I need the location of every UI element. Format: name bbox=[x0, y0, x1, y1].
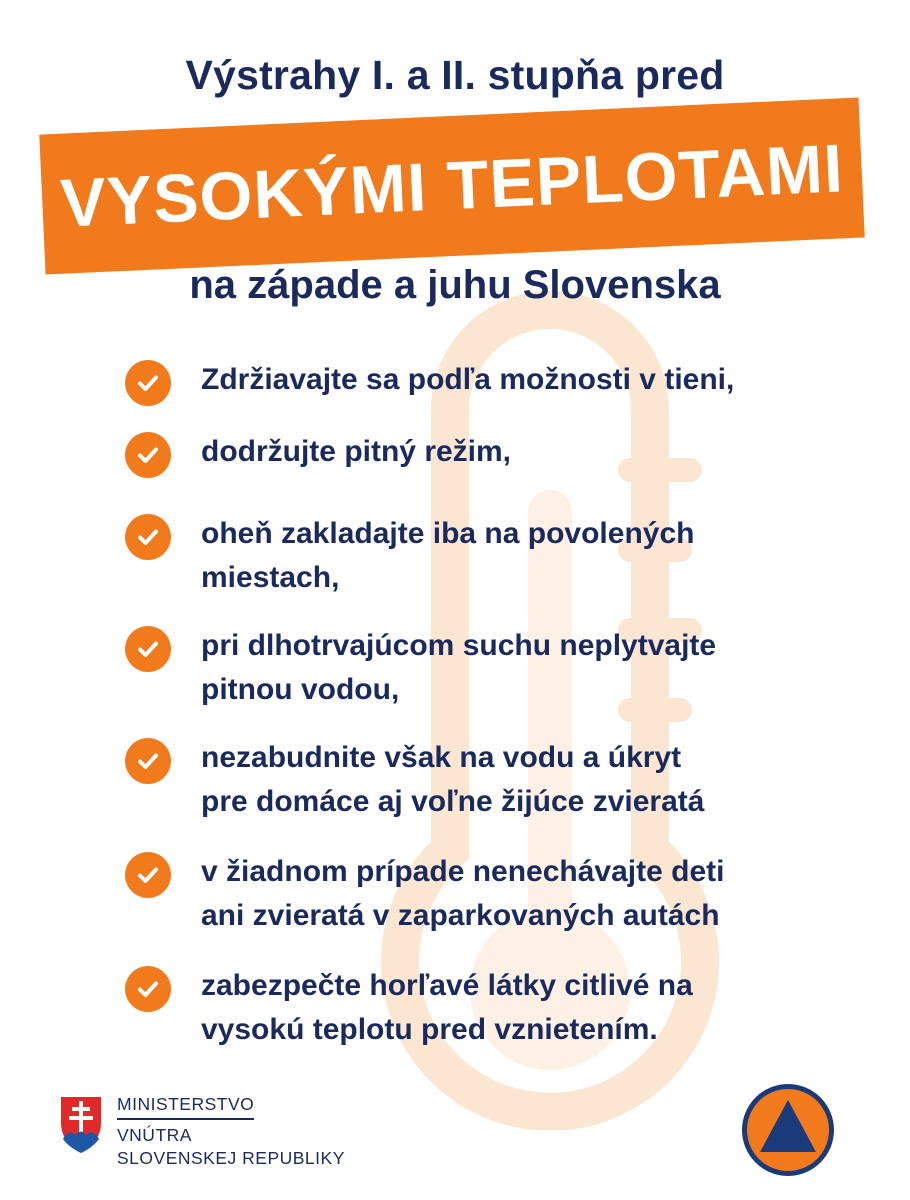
ministry-logo bbox=[57, 1093, 345, 1170]
title-top: Výstrahy I. a II. stupňa pred bbox=[185, 52, 725, 98]
check-icon bbox=[125, 626, 171, 672]
ministry-line-1: MINISTERSTVO bbox=[117, 1093, 254, 1120]
list-item bbox=[125, 512, 825, 600]
title-banner bbox=[39, 97, 865, 274]
list-item bbox=[125, 850, 825, 938]
tip-text: pri dlhotrvajúcom suchu neplytvajte pitnou vodou, bbox=[201, 629, 717, 706]
tip-text: Zdržiavajte sa podľa možnosti v tieni, bbox=[201, 363, 735, 396]
tip-text: oheň zakladajte iba na povolených miestach, bbox=[201, 517, 695, 594]
list-item bbox=[125, 430, 825, 478]
list-item bbox=[125, 358, 825, 406]
list-item bbox=[125, 736, 825, 824]
tip-text: zabezpečte horľavé látky citlivé na vysokú teplotu pred vznietením. bbox=[201, 969, 693, 1046]
tip-text: v žiadnom prípade nenechávajte deti ani zvieratá v zaparkovaných autách bbox=[201, 855, 725, 932]
check-icon bbox=[125, 432, 171, 478]
banner-text: VYSOKÝMI TEPLOTAMI bbox=[58, 130, 846, 242]
ministry-line-3: SLOVENSKEJ REPUBLIKY bbox=[117, 1148, 345, 1168]
title-sub: na západe a juhu Slovenska bbox=[189, 263, 721, 307]
check-icon bbox=[125, 852, 171, 898]
ministry-line-2: VNÚTRA bbox=[117, 1125, 192, 1145]
check-icon bbox=[125, 738, 171, 784]
tip-text: nezabudnite však na vodu a úkryt pre domáce aj voľne žijúce zvieratá bbox=[201, 741, 705, 818]
tip-text: dodržujte pitný režim, bbox=[201, 435, 512, 468]
check-icon bbox=[125, 966, 171, 1012]
check-icon bbox=[125, 514, 171, 560]
list-item bbox=[125, 624, 825, 712]
civil-protection-icon bbox=[740, 1082, 836, 1178]
list-item bbox=[125, 964, 825, 1052]
slovak-coat-of-arms-icon bbox=[57, 1093, 105, 1155]
ministry-name bbox=[117, 1093, 345, 1170]
check-icon bbox=[125, 360, 171, 406]
